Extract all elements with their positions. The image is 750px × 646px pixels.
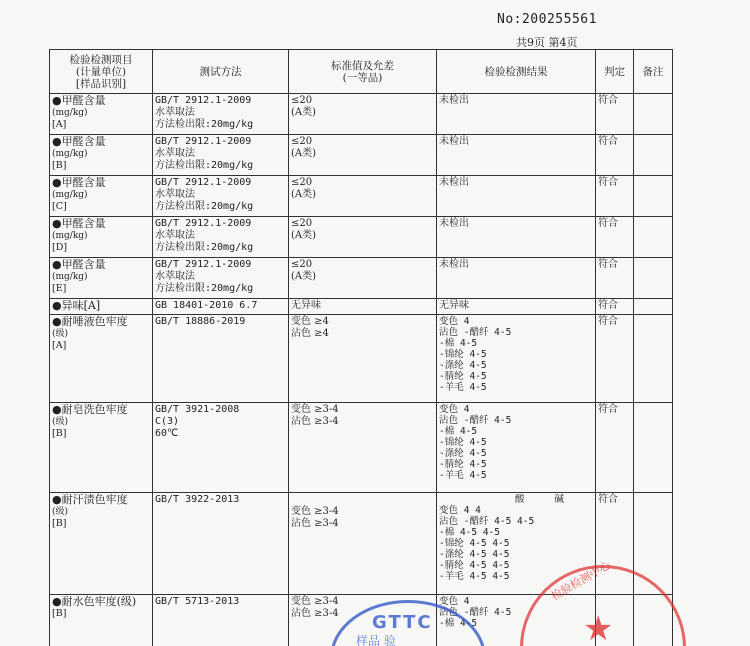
cell-line: 变色 ≥3-4 (291, 506, 339, 517)
cell-line: -羊毛 4-5 4-5 (439, 571, 510, 582)
sample-id: [C] (52, 201, 67, 212)
cell-line: 方法检出限:20mg/kg (155, 242, 254, 253)
item-name: ●耐汗渍色牢度 (52, 493, 128, 506)
cell-line: -棉 4-5 (439, 618, 478, 629)
table-row (50, 94, 673, 135)
cell-line: -锦纶 4-5 4-5 (439, 538, 510, 549)
cell-line: GB/T 2912.1-2009 (155, 259, 252, 270)
item-unit: (mg/kg) (52, 190, 88, 200)
cell-line: 方法检出限:20mg/kg (155, 201, 254, 212)
item-name: ●耐皂洗色牢度 (52, 403, 128, 416)
cell-line: (A类) (291, 107, 317, 118)
standard-cell (289, 299, 437, 315)
cell-line: 60℃ (155, 428, 179, 439)
cell-line: -棉 4-5 4-5 (439, 527, 500, 538)
judgment-cell: 符合 (596, 315, 634, 403)
cell-line: 变色 4 (439, 404, 470, 415)
cell-line: (A类) (291, 148, 317, 159)
cell-line: 变色 4 (439, 596, 470, 607)
cell-line: 沾色 -醋纤 4-5 (439, 415, 512, 426)
item-name: ●甲醛含量 (52, 258, 106, 271)
method-cell (153, 135, 289, 176)
cell-line: ≤20 (291, 218, 313, 229)
item-unit: (mg/kg) (52, 108, 88, 118)
cell-line: 水萃取法 (155, 189, 195, 200)
table-row (50, 135, 673, 176)
method-cell (153, 315, 289, 403)
item-name: ●甲醛含量 (52, 176, 106, 189)
standard-cell (289, 94, 437, 135)
item-name: ●甲醛含量 (52, 135, 106, 148)
acid-label: 酸 (515, 494, 525, 505)
item-name: ●甲醛含量 (52, 94, 106, 107)
report-number: No:200255561 (497, 12, 597, 27)
sample-id: [E] (52, 283, 67, 294)
header-method: 测试方法 (153, 50, 289, 94)
item-unit: (级) (52, 507, 69, 517)
cell-line: 沾色 -醋纤 4-5 (439, 327, 512, 338)
cell-line: 变色 ≥4 (291, 316, 329, 327)
cell-line: 方法检出限:20mg/kg (155, 160, 254, 171)
remarks-cell (634, 258, 673, 299)
judgment-cell: 符合 (596, 94, 634, 135)
header-judgment: 判定 (596, 50, 634, 94)
method-cell (153, 176, 289, 217)
cell-line: 沾色 ≥3-4 (291, 416, 339, 427)
cell-line: GB/T 2912.1-2009 (155, 136, 252, 147)
item-name: ●耐唾液色牢度 (52, 315, 128, 328)
method-cell (153, 299, 289, 315)
cell-line: 未检出 (439, 95, 469, 106)
item-cell (50, 135, 153, 176)
item-unit: (mg/kg) (52, 272, 88, 282)
header-result: 检验检测结果 (437, 50, 596, 94)
header-standard: 标准值及允差 (一等品) (289, 50, 437, 94)
item-cell (50, 595, 153, 646)
cell-line: 方法检出限:20mg/kg (155, 283, 254, 294)
cell-line: 无异味 (291, 300, 321, 311)
result-subheader (439, 494, 593, 505)
cell-line: -羊毛 4-5 (439, 382, 487, 393)
remarks-cell (634, 299, 673, 315)
cell-line: -羊毛 4-5 (439, 470, 487, 481)
red-seal-star-icon: ★ (583, 609, 614, 646)
cell-line: 未检出 (439, 136, 469, 147)
cell-line: (A类) (291, 189, 317, 200)
item-unit: (级) (52, 417, 69, 427)
cell-line: 水萃取法 (155, 148, 195, 159)
cell-line: 变色 ≥3-4 (291, 404, 339, 415)
header-remarks: 备注 (634, 50, 673, 94)
sample-id: [B] (52, 518, 67, 529)
cell-line: -腈纶 4-5 (439, 459, 487, 470)
standard-cell (289, 315, 437, 403)
judgment-cell: 符合 (596, 299, 634, 315)
cell-line: C(3) (155, 416, 180, 427)
result-cell (437, 94, 596, 135)
cell-line: GB 18401-2010 6.7 (155, 300, 258, 311)
item-name: ●甲醛含量 (52, 217, 106, 230)
cell-line: (A类) (291, 271, 317, 282)
cell-line: 沾色 -醋纤 4-5 (439, 607, 512, 618)
cell-line: -锦纶 4-5 (439, 437, 487, 448)
cell-line: 变色 4 (439, 316, 470, 327)
standard-cell (289, 176, 437, 217)
result-cell (437, 403, 596, 493)
cell-line: GB/T 18886-2019 (155, 316, 246, 327)
cell-line: -锦纶 4-5 (439, 349, 487, 360)
blue-seal-subtext: 样品 验 (356, 634, 396, 646)
cell-line: GB/T 3922-2013 (155, 494, 240, 505)
blue-seal-text: GTTC (372, 612, 433, 633)
cell-line: GB/T 2912.1-2009 (155, 218, 252, 229)
cell-line: 沾色 ≥3-4 (291, 608, 339, 619)
result-cell (437, 217, 596, 258)
cell-line: -棉 4-5 (439, 338, 478, 349)
cell-line: -腈纶 4-5 4-5 (439, 560, 510, 571)
cell-line: (A类) (291, 230, 317, 241)
remarks-cell (634, 94, 673, 135)
item-name: ●异味[A] (52, 299, 101, 312)
cell-line: 变色 4 4 (439, 505, 481, 516)
item-unit: (级) (52, 329, 69, 339)
result-cell (437, 315, 596, 403)
judgment-cell: 符合 (596, 217, 634, 258)
table-row (50, 315, 673, 403)
method-cell (153, 595, 289, 646)
header-item: 检验检测项目 (计量单位) [样品识别] (50, 50, 153, 94)
judgment-cell: 符合 (596, 493, 634, 595)
standard-cell (289, 493, 437, 595)
cell-line: 变色 ≥3-4 (291, 596, 339, 607)
table-row (50, 299, 673, 315)
table-row (50, 258, 673, 299)
cell-line: GB/T 5713-2013 (155, 596, 240, 607)
judgment-cell: 符合 (596, 403, 634, 493)
item-cell (50, 299, 153, 315)
remarks-cell (634, 403, 673, 493)
table-row (50, 217, 673, 258)
remarks-cell (634, 217, 673, 258)
item-cell (50, 403, 153, 493)
cell-line: 无异味 (439, 300, 469, 311)
remarks-cell (634, 176, 673, 217)
item-cell (50, 217, 153, 258)
cell-line: 水萃取法 (155, 271, 195, 282)
item-cell (50, 493, 153, 595)
method-cell (153, 217, 289, 258)
table-header-row (50, 50, 673, 94)
cell-line: -涤纶 4-5 (439, 448, 487, 459)
item-cell (50, 315, 153, 403)
remarks-cell (634, 315, 673, 403)
sample-id: [B] (52, 608, 67, 619)
result-cell (437, 258, 596, 299)
cell-line: -棉 4-5 (439, 426, 478, 437)
cell-line: -涤纶 4-5 4-5 (439, 549, 510, 560)
standard-cell (289, 135, 437, 176)
cell-line: GB/T 2912.1-2009 (155, 95, 252, 106)
cell-line: 水萃取法 (155, 107, 195, 118)
cell-line: 沾色 -醋纤 4-5 4-5 (439, 516, 535, 527)
table-row (50, 403, 673, 493)
red-seal-text: 检验检测中心 (549, 558, 613, 603)
cell-line: -腈纶 4-5 (439, 371, 487, 382)
cell-line: 未检出 (439, 218, 469, 229)
item-cell (50, 94, 153, 135)
cell-line: 未检出 (439, 177, 469, 188)
sample-id: [A] (52, 340, 67, 351)
result-cell (437, 176, 596, 217)
page-count: 共9页 第4页 (516, 36, 578, 49)
item-unit: (mg/kg) (52, 231, 88, 241)
cell-line: ≤20 (291, 136, 313, 147)
item-cell (50, 176, 153, 217)
method-cell (153, 258, 289, 299)
item-cell (50, 258, 153, 299)
table-row (50, 176, 673, 217)
results-table (49, 49, 673, 646)
method-cell (153, 403, 289, 493)
cell-line: ≤20 (291, 177, 313, 188)
cell-line: ≤20 (291, 95, 313, 106)
standard-cell (289, 403, 437, 493)
standard-cell (289, 217, 437, 258)
cell-line: 沾色 ≥4 (291, 328, 329, 339)
remarks-cell (634, 135, 673, 176)
sample-id: [D] (52, 242, 68, 253)
cell-line: ≤20 (291, 259, 313, 270)
cell-line: 未检出 (439, 259, 469, 270)
sample-id: [B] (52, 160, 67, 171)
cell-line: 沾色 ≥3-4 (291, 518, 339, 529)
result-cell (437, 135, 596, 176)
cell-line: 水萃取法 (155, 230, 195, 241)
cell-line: GB/T 2912.1-2009 (155, 177, 252, 188)
sample-id: [A] (52, 119, 67, 130)
judgment-cell: 符合 (596, 258, 634, 299)
judgment-cell: 符合 (596, 176, 634, 217)
sample-id: [B] (52, 428, 67, 439)
method-cell (153, 94, 289, 135)
item-unit: (mg/kg) (52, 149, 88, 159)
method-cell (153, 493, 289, 595)
result-cell (437, 299, 596, 315)
alkali-label: 碱 (554, 494, 565, 505)
cell-line: 方法检出限:20mg/kg (155, 119, 254, 130)
standard-cell (289, 258, 437, 299)
item-name: ●耐水色牢度(级) (52, 595, 137, 608)
cell-line: GB/T 3921-2008 (155, 404, 240, 415)
judgment-cell: 符合 (596, 135, 634, 176)
cell-line: -涤纶 4-5 (439, 360, 487, 371)
